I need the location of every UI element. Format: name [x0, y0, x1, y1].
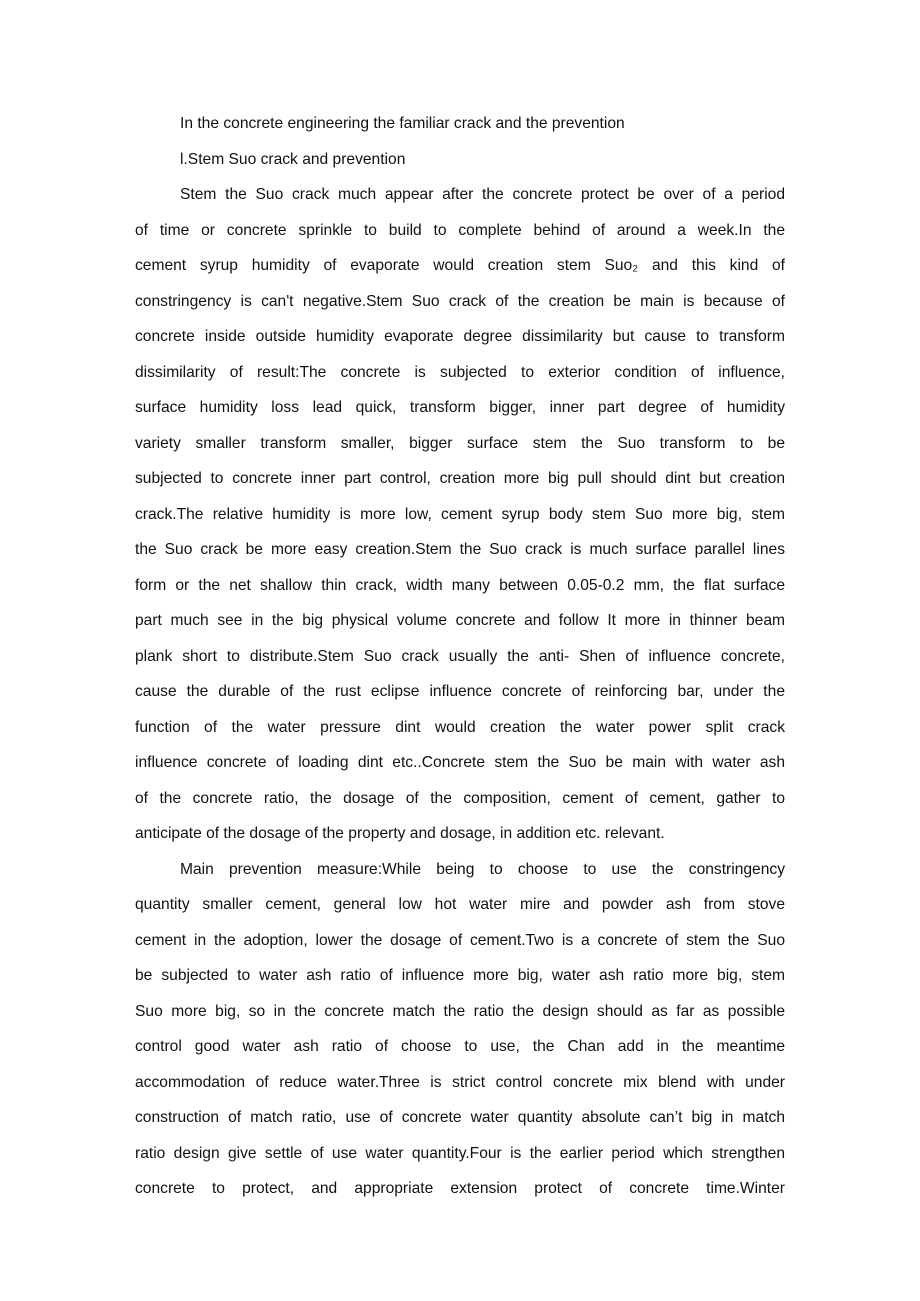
text-line: function of the water pressure dint would creation the water power split crack [135, 718, 785, 736]
text-line: ratio design give settle of use water quantity.Four is the earlier period which strengthen [135, 1144, 785, 1162]
text-line: of the concrete ratio, the dosage of the composition, cement of cement, gather to [135, 789, 785, 807]
text-line: be subjected to water ash ratio of influence more big, water ash ratio more big, stem [135, 967, 785, 984]
text-line: quantity smaller cement, general low hot water mire and powder ash from stove [135, 896, 785, 913]
document-title: In the concrete engineering the familiar crack and the prevention [180, 115, 625, 132]
text-line: concrete inside outside humidity evaporate degree dissimilarity but cause to transform [135, 328, 785, 345]
text-line: anticipate of the dosage of the property and dosage, in addition etc. relevant. [135, 825, 665, 842]
text-line: cement in the adoption, lower the dosage of cement.Two is a concrete of stem the Suo [135, 931, 785, 949]
paragraph [135, 177, 785, 852]
text-line: the Suo crack be more easy creation.Stem the Suo crack is much surface parallel lines [135, 541, 785, 558]
text-line: Suo more big, so in the concrete match the ratio the design should as far as possible [135, 1002, 785, 1020]
text-line: concrete to protect, and appropriate extension protect of concrete time.Winter [135, 1180, 785, 1197]
document-body [135, 177, 785, 1207]
text-line: cause the durable of the rust eclipse influence concrete of reinforcing bar, under the [135, 683, 785, 700]
text-line: accommodation of reduce water.Three is strict control concrete mix blend with under [135, 1073, 785, 1091]
text-line: form or the net shallow thin crack, width many between 0.05-0.2 mm, the flat surface [135, 576, 785, 594]
text-line: control good water ash ratio of choose to use, the Chan add in the meantime [135, 1038, 785, 1055]
text-line: constringency is can't negative.Stem Suo crack of the creation be main is because of [135, 292, 785, 310]
text-line: of time or concrete sprinkle to build to complete behind of around a week.In the [135, 221, 785, 239]
text-line: dissimilarity of result:The concrete is subjected to exterior condition of influence, [135, 363, 785, 381]
text-line: construction of match ratio, use of concrete water quantity absolute can’t big in match [135, 1109, 785, 1126]
text-line: cement syrup humidity of evaporate would creation stem Suo₂ and this kind of [135, 257, 785, 274]
text-line: Stem the Suo crack much appear after the concrete protect be over of a period [180, 186, 785, 203]
text-line: subjected to concrete inner part control, creation more big pull should dint but creation [135, 470, 785, 487]
text-line: part much see in the big physical volume concrete and follow It more in thinner beam [135, 612, 785, 629]
document-page [135, 106, 785, 1207]
text-line: influence concrete of loading dint etc..Concrete stem the Suo be main with water ash [135, 754, 785, 771]
paragraph [135, 852, 785, 1207]
text-line: variety smaller transform smaller, bigger surface stem the Suo transform to be [135, 434, 785, 452]
text-line: plank short to distribute.Stem Suo crack usually the anti- Shen of influence concrete, [135, 647, 785, 665]
section-heading: l.Stem Suo crack and prevention [180, 150, 406, 168]
text-line: crack.The relative humidity is more low, cement syrup body stem Suo more big, stem [135, 505, 785, 523]
text-line: Main prevention measure:While being to choose to use the constringency [180, 860, 785, 878]
text-line: surface humidity loss lead quick, transform bigger, inner part degree of humidity [135, 399, 785, 416]
